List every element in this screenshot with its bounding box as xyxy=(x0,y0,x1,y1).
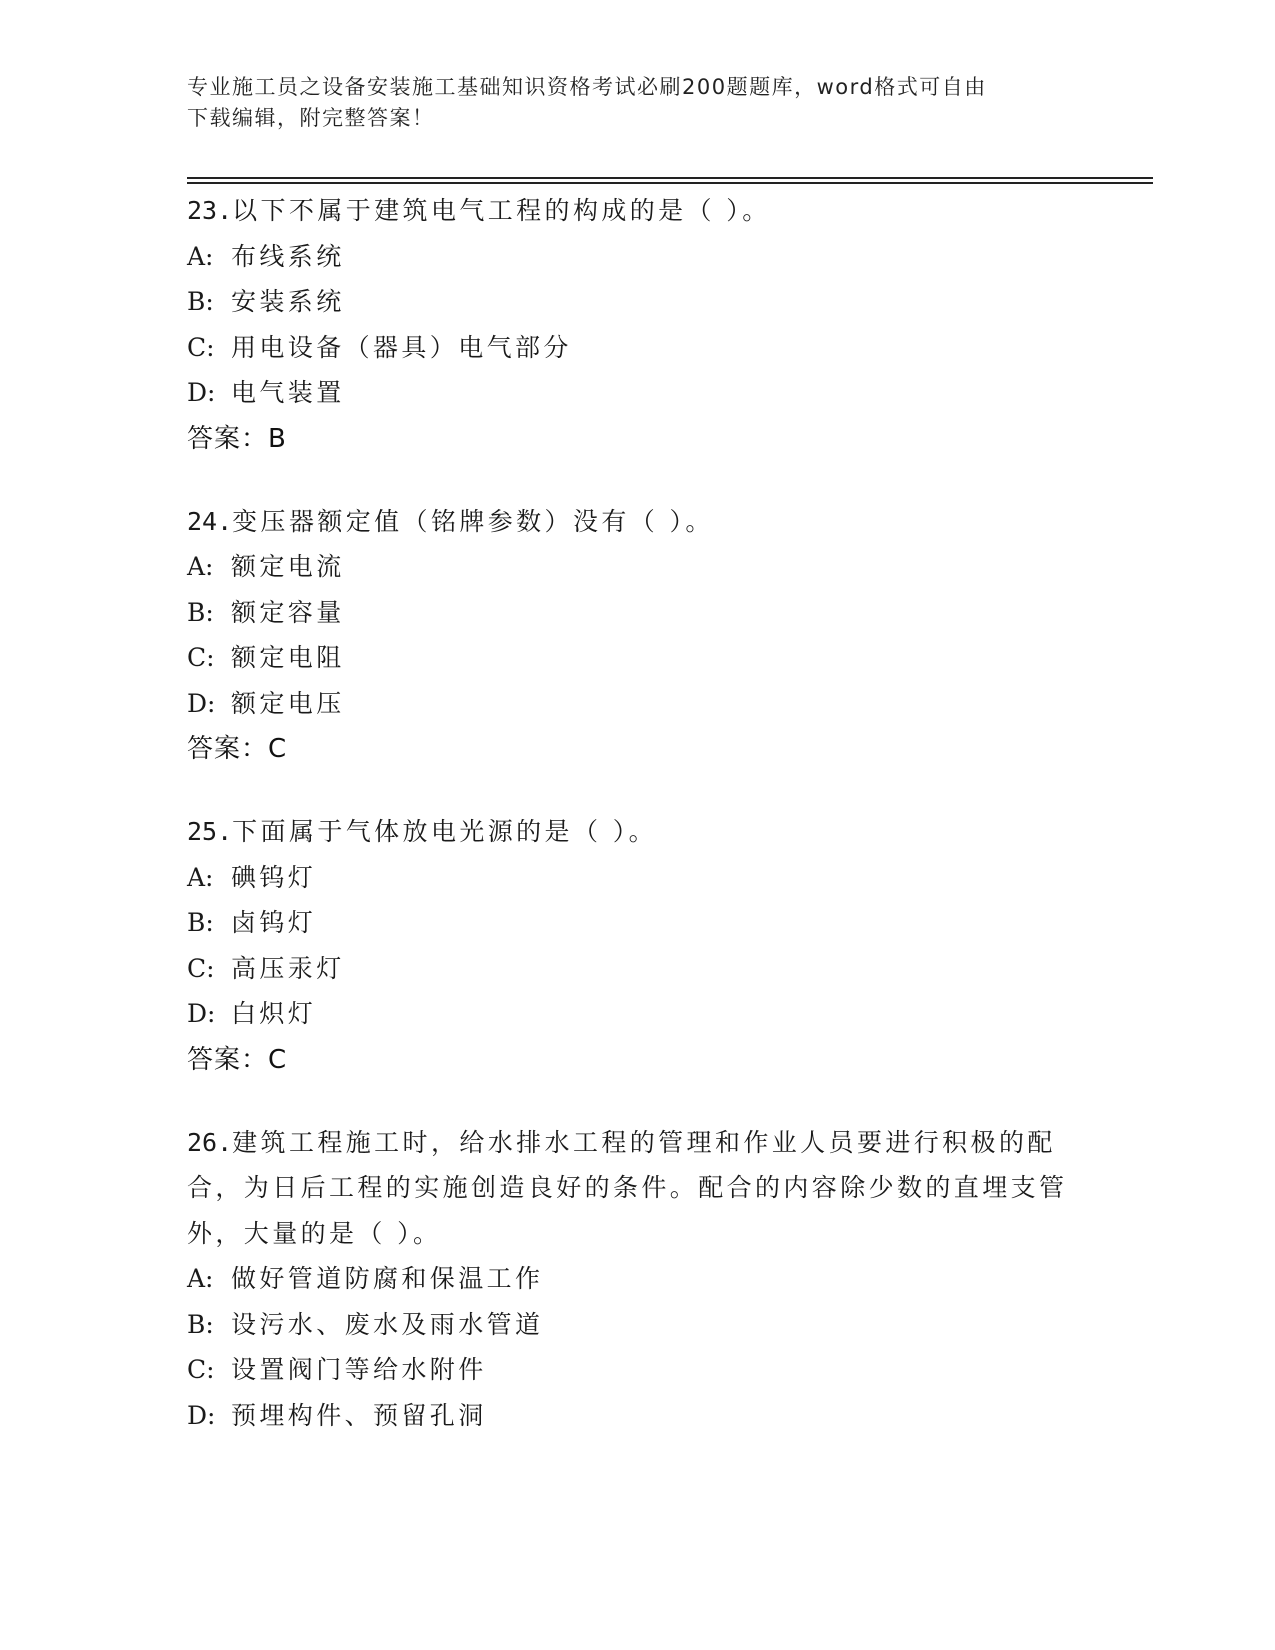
answer-value: B xyxy=(268,423,287,454)
option-d xyxy=(187,1393,1087,1439)
option-text: 做好管道防腐和保温工作 xyxy=(231,1264,544,1293)
option-key: A: xyxy=(187,862,214,892)
option-c xyxy=(187,325,1087,371)
question-23 xyxy=(187,188,1087,462)
option-a xyxy=(187,1256,1087,1302)
question-26 xyxy=(187,1120,1087,1439)
option-text: 安装系统 xyxy=(231,287,345,316)
document-header xyxy=(187,72,1087,134)
option-key: C: xyxy=(187,643,215,672)
option-text: 电气装置 xyxy=(231,378,345,407)
option-key: D: xyxy=(187,999,216,1028)
question-stem xyxy=(187,1120,1087,1257)
header-divider-bottom xyxy=(187,182,1153,184)
answer-line xyxy=(187,726,1087,772)
option-text: 额定容量 xyxy=(231,597,345,627)
option-d xyxy=(187,370,1087,416)
option-text: 额定电阻 xyxy=(231,643,345,672)
option-b xyxy=(187,900,1087,946)
question-stem xyxy=(187,188,1087,234)
option-c xyxy=(187,635,1087,681)
question-25 xyxy=(187,809,1087,1083)
option-a xyxy=(187,544,1087,590)
answer-label: 答案： xyxy=(187,734,269,764)
option-text: 额定电流 xyxy=(231,552,345,581)
header-line-2: 下载编辑，附完整答案！ xyxy=(187,106,435,130)
option-key: C: xyxy=(187,1355,215,1384)
option-b xyxy=(187,590,1087,636)
option-a xyxy=(187,234,1087,280)
option-text: 高压汞灯 xyxy=(231,953,345,983)
question-number: 23. xyxy=(187,196,233,225)
option-key: A: xyxy=(187,1264,214,1293)
option-c xyxy=(187,946,1087,992)
question-text: 变压器额定值（铭牌参数）没有（ ）。 xyxy=(232,506,714,536)
option-d xyxy=(187,681,1087,727)
option-key: D: xyxy=(187,688,216,718)
question-text: 建筑工程施工时，给水排水工程的管理和作业人员要进行积极的配合，为日后工程的实施创造良好的条件。配合的内容除少数的直埋支管外，大量的是（ ）。 xyxy=(187,1127,1068,1248)
option-key: A: xyxy=(187,241,214,271)
option-key: D: xyxy=(187,1400,216,1430)
option-text: 用电设备（器具）电气部分 xyxy=(231,332,572,362)
question-stem xyxy=(187,499,1087,545)
question-number: 24. xyxy=(187,506,233,536)
header-line-1: 专业施工员之设备安装施工基础知识资格考试必刷200题题库，word格式可自由 xyxy=(187,75,987,99)
option-d xyxy=(187,991,1087,1037)
option-text: 预埋构件、预留孔洞 xyxy=(231,1400,487,1430)
option-key: C: xyxy=(187,953,215,983)
option-key: A: xyxy=(187,552,214,581)
question-list xyxy=(187,188,1087,1475)
answer-value: C xyxy=(268,734,288,764)
option-b xyxy=(187,1302,1087,1348)
option-text: 设污水、废水及雨水管道 xyxy=(231,1309,544,1339)
option-text: 布线系统 xyxy=(231,241,345,271)
answer-value: C xyxy=(268,1044,288,1075)
answer-label: 答案： xyxy=(187,423,269,454)
answer-line xyxy=(187,416,1087,462)
option-text: 设置阀门等给水附件 xyxy=(231,1355,487,1384)
option-text: 白炽灯 xyxy=(231,999,317,1028)
option-key: B: xyxy=(187,1309,214,1339)
question-text: 以下不属于建筑电气工程的构成的是（ ）。 xyxy=(232,196,771,225)
option-text: 卤钨灯 xyxy=(231,908,317,937)
option-c xyxy=(187,1347,1087,1393)
question-text: 下面属于气体放电光源的是（ ）。 xyxy=(232,817,658,846)
option-key: C: xyxy=(187,332,215,362)
question-24 xyxy=(187,499,1087,773)
option-key: B: xyxy=(187,908,214,937)
option-text: 额定电压 xyxy=(231,688,345,718)
question-stem xyxy=(187,809,1087,855)
question-number: 25. xyxy=(187,817,233,846)
option-key: D: xyxy=(187,378,216,407)
option-key: B: xyxy=(187,287,214,316)
option-key: B: xyxy=(187,597,214,627)
option-text: 碘钨灯 xyxy=(231,862,317,892)
question-number: 26. xyxy=(187,1127,233,1157)
answer-line xyxy=(187,1037,1087,1083)
option-b xyxy=(187,279,1087,325)
header-divider-top xyxy=(187,177,1153,179)
option-a xyxy=(187,855,1087,901)
answer-label: 答案： xyxy=(187,1044,269,1075)
